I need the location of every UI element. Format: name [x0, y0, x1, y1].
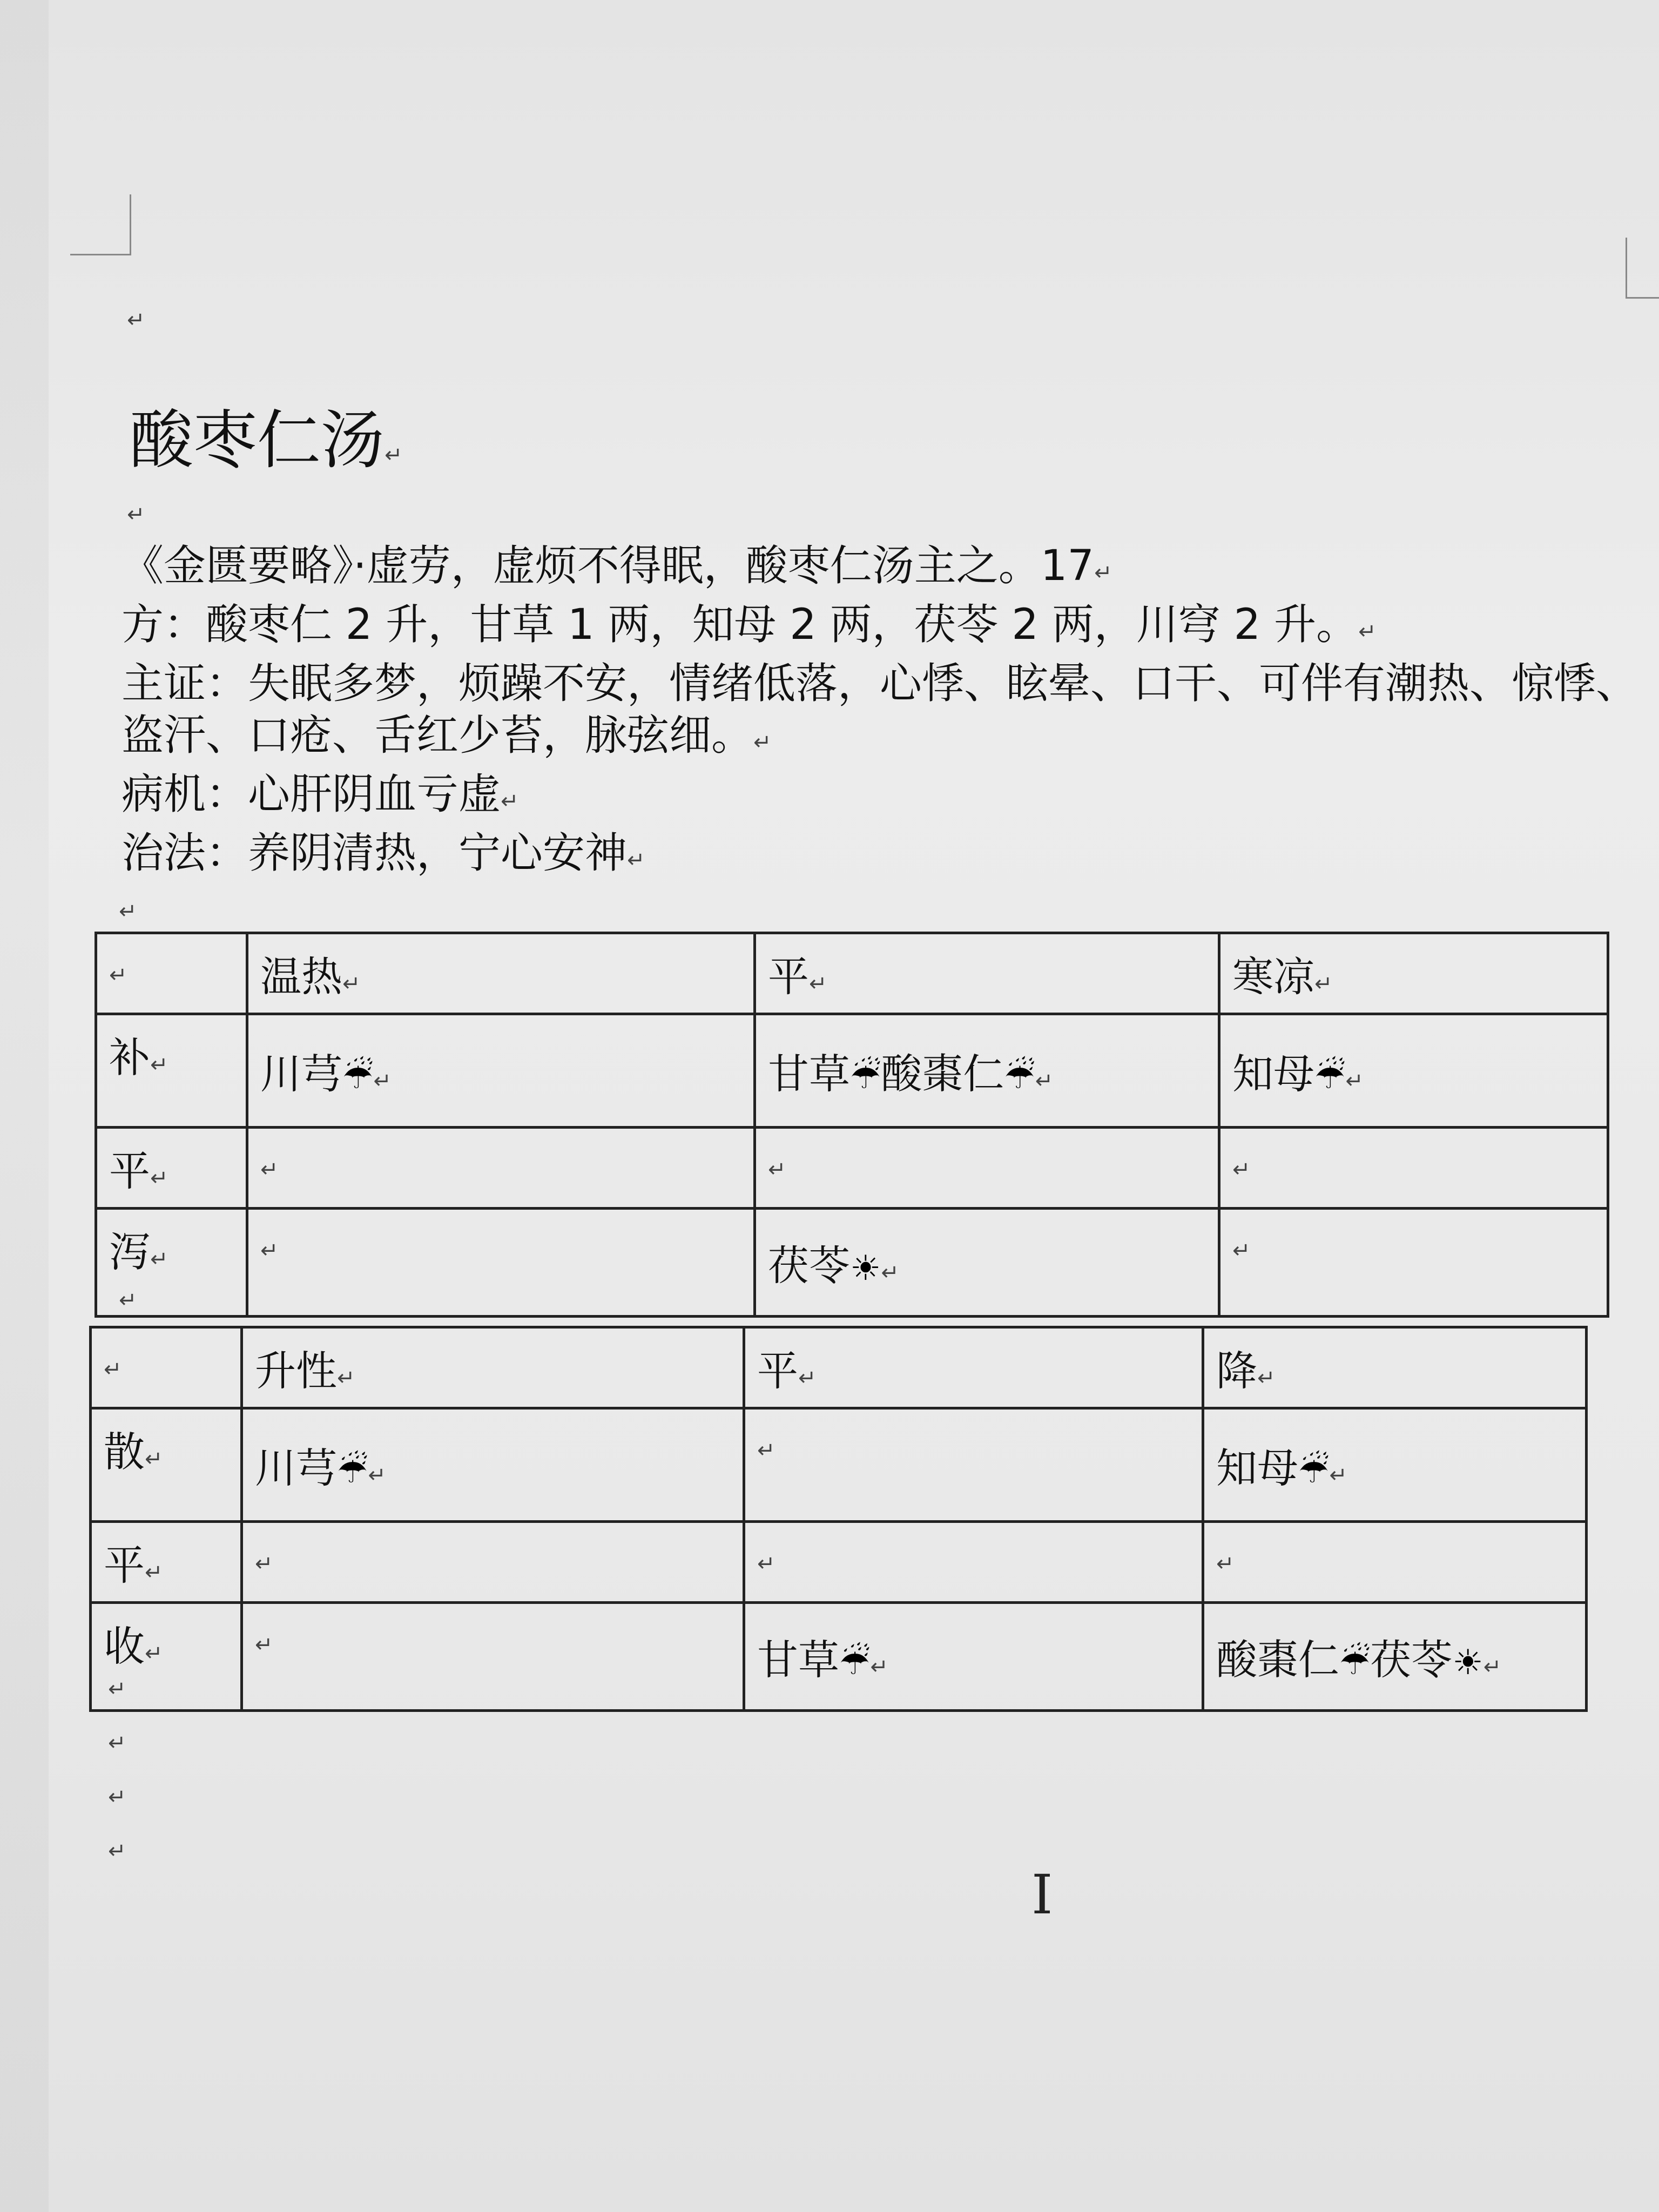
table-cell[interactable] [247, 1128, 755, 1209]
pathogenesis-line: 病机：心肝阴血亏虚↵ [122, 770, 519, 819]
herb-name: 川芎 [260, 1050, 342, 1098]
symptoms-line: 主证：失眠多梦，烦躁不安，情绪低落，心悸、眩晕、口干、可伴有潮热、惊悸、盗汗、口疮、舌红少苔，脉弦细。↵ [122, 659, 1638, 760]
paragraph-mark: ↵ [1329, 1463, 1347, 1488]
umbrella-rain-icon: ☔ [342, 1057, 374, 1097]
paragraph-mark: ↵ [255, 1633, 273, 1657]
sun-icon: ☀ [850, 1249, 881, 1289]
umbrella-rain-icon: ☔ [1314, 1057, 1346, 1097]
umbrella-rain-icon: ☔ [1004, 1057, 1035, 1097]
header-cell[interactable]: 温热↵ [247, 933, 755, 1014]
table-corner-cell[interactable]: ↵ [91, 1327, 242, 1408]
paragraph-mark: ↵ [1232, 1238, 1251, 1263]
paragraph-mark: ↵ [1035, 1069, 1054, 1094]
herb-name: 知母 [1232, 1050, 1314, 1098]
paragraph-mark: ↵ [1232, 1157, 1251, 1182]
herb-name: 茯苓 [1370, 1636, 1453, 1684]
herb-name: 甘草 [757, 1636, 839, 1684]
table-cell[interactable] [744, 1603, 1203, 1711]
umbrella-rain-icon: ☔ [1339, 1643, 1371, 1683]
paragraph-mark: ↵ [260, 1238, 279, 1263]
table-cell[interactable] [1203, 1603, 1587, 1711]
paragraph-mark: ↵ [127, 502, 145, 527]
document-title[interactable]: 酸枣仁汤↵ [130, 403, 403, 477]
table-cell[interactable] [744, 1522, 1203, 1603]
umbrella-rain-icon: ☔ [337, 1451, 368, 1491]
table-cell[interactable] [1219, 1128, 1608, 1209]
herb-name: 酸棗仁 [881, 1050, 1004, 1098]
paragraph-mark: ↵ [119, 1288, 137, 1313]
paragraph-mark: ↵ [881, 1260, 899, 1285]
header-cell[interactable]: 平↵ [755, 933, 1219, 1014]
formula-line: 方：酸枣仁 2 升，甘草 1 两，知母 2 两，茯苓 2 两，川穹 2 升。↵ [122, 601, 1377, 649]
header-cell[interactable]: 平↵ [744, 1327, 1203, 1408]
table-cell[interactable] [1203, 1522, 1587, 1603]
table-cell[interactable] [242, 1522, 744, 1603]
table-cell[interactable] [1219, 1209, 1608, 1317]
header-cell[interactable]: 降↵ [1203, 1327, 1587, 1408]
row-label-cell[interactable]: 收↵ [91, 1603, 242, 1711]
table-cell[interactable] [1203, 1408, 1587, 1522]
umbrella-rain-icon: ☔ [1298, 1451, 1330, 1491]
paragraph-mark: ↵ [255, 1552, 273, 1576]
table-cell[interactable] [1219, 1014, 1608, 1128]
herb-name: 川芎 [255, 1444, 337, 1492]
herb-name: 知母 [1216, 1444, 1298, 1492]
row-label-cell[interactable]: 平↵ [96, 1128, 247, 1209]
umbrella-rain-icon: ☔ [839, 1643, 871, 1683]
row-label-cell[interactable]: 平↵ [91, 1522, 242, 1603]
paragraph-mark: ↵ [373, 1069, 392, 1094]
herb-name: 茯苓 [768, 1242, 850, 1290]
paragraph-mark: ↵ [1345, 1069, 1364, 1094]
paragraph-mark: ↵ [768, 1157, 786, 1182]
paragraph-mark: ↵ [1216, 1552, 1235, 1576]
header-cell[interactable]: 寒凉↵ [1219, 933, 1608, 1014]
text-cursor-icon: I [1031, 1863, 1053, 1926]
paragraph-mark: ↵ [870, 1655, 888, 1680]
table-cell[interactable] [247, 1014, 755, 1128]
document-page[interactable] [49, 0, 1659, 2212]
table-cell[interactable] [242, 1408, 744, 1522]
table-cell[interactable] [744, 1408, 1203, 1522]
row-label-cell[interactable]: 散↵ [91, 1408, 242, 1522]
herb-name: 酸棗仁 [1216, 1636, 1339, 1684]
nature-table[interactable] [95, 932, 1609, 1318]
direction-table[interactable] [89, 1326, 1588, 1712]
table-corner-cell[interactable]: ↵ [96, 933, 247, 1014]
treatment-line: 治法：养阴清热，宁心安神↵ [122, 829, 645, 878]
table-cell[interactable] [755, 1128, 1219, 1209]
header-cell[interactable]: 升性↵ [242, 1327, 744, 1408]
paragraph-mark: ↵ [108, 1677, 126, 1702]
paragraph-mark: ↵ [757, 1438, 775, 1463]
paragraph-mark: ↵ [757, 1552, 775, 1576]
source-line: 《金匮要略》·虚劳，虚烦不得眠，酸枣仁汤主之。17↵ [122, 542, 1112, 590]
document-body[interactable] [122, 540, 1659, 886]
table-cell[interactable] [247, 1209, 755, 1317]
paragraph-mark: ↵ [1483, 1655, 1502, 1680]
row-label-cell[interactable]: 泻↵ [96, 1209, 247, 1317]
paragraph-mark: ↵ [119, 899, 137, 924]
page-margin-corner-mark [70, 194, 131, 255]
table-cell[interactable] [755, 1209, 1219, 1317]
paragraph-mark: ↵ [108, 1731, 126, 1756]
paragraph-mark: ↵ [260, 1157, 279, 1182]
paragraph-mark: ↵ [108, 1839, 126, 1864]
page-margin-corner-mark [1626, 238, 1659, 299]
table-cell[interactable] [242, 1603, 744, 1711]
sun-icon: ☀ [1452, 1643, 1483, 1683]
herb-name: 甘草 [768, 1050, 850, 1098]
row-label-cell[interactable]: 补↵ [96, 1014, 247, 1128]
umbrella-rain-icon: ☔ [850, 1057, 881, 1097]
paragraph-mark: ↵ [127, 308, 145, 333]
paragraph-mark: ↵ [108, 1785, 126, 1810]
paragraph-mark: ↵ [368, 1463, 386, 1488]
table-cell[interactable] [755, 1014, 1219, 1128]
